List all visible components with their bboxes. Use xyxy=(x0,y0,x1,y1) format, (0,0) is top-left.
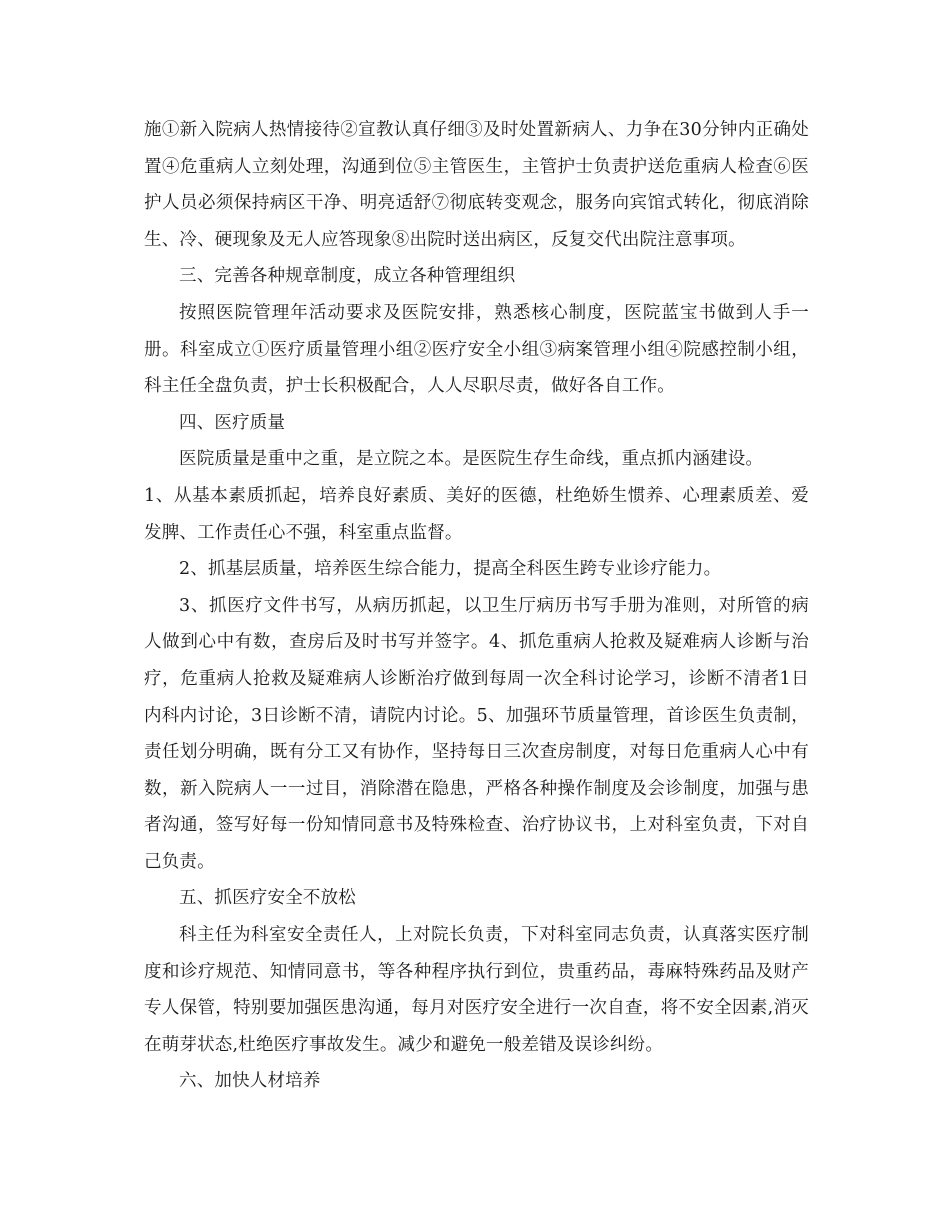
paragraph-5: 医院质量是重中之重，是立院之本。是医院生存生命线，重点抓内涵建设。 xyxy=(179,449,764,470)
section-heading-4: 四、医疗质量 xyxy=(179,412,286,433)
section-heading-6: 六、加快人材培养 xyxy=(179,1071,321,1092)
paragraph-7: 2、抓基层质量，培养医生综合能力，提高全科医生跨专业诊疗能力。 xyxy=(179,559,722,580)
paragraph-10: 科主任为科室安全责任人，上对院长负责，下对科室同志负责，认真落实医疗制度和诊疗规范、知情同意书，等各种程序执行到位，贵重药品，毒麻特殊药品及财产专人保管，特别要加强医患沟通，每月对医疗安全进行一次自查，将不安全因素,消灭在萌芽状态,杜绝医疗事故发生。减少和避免一般差错及误诊纠纷。 xyxy=(144,925,809,1055)
paragraph-8: 3、抓医疗文件书写，从病历抓起，以卫生厅病历书写手册为准则，对所管的病人做到心中有数，查房后及时书写并签字。4、抓危重病人抢救及疑难病人诊断与治疗，危重病人抢救及疑难病人诊断治疗做到每周一次全科讨论学习，诊断不清者1日内科内讨论，3日诊断不清，请院内讨论。5、加强环节质量管理，首诊医生负责制，责任划分明确，既有分工又有协作，坚持每日三次查房制度，对每日危重病人心中有数，新入院病人一一过目，消除潜在隐患，严格各种操作制度及会诊制度，加强与患者沟通，签写好每一份知情同意书及特殊检查、治疗协议书，上对科室负责，下对自己负责。 xyxy=(144,595,809,872)
section-heading-3: 三、完善各种规章制度，成立各种管理组织 xyxy=(179,266,516,287)
paragraph-3: 按照医院管理年活动要求及医院安排，熟悉核心制度，医院蓝宝书做到人手一册。科室成立①医疗质量管理小组②医疗安全小组③病案管理小组④院感控制小组，科主任全盘负责，护士长积极配合，人人尽职尽责，做好各自工作。 xyxy=(144,302,809,397)
paragraph-1: 施①新入院病人热情接待②宣教认真仔细③及时处置新病人、力争在30分钟内正确处置④危重病人立刻处理，沟通到位⑤主管医生，主管护士负责护送危重病人检查⑥医护人员必须保持病区干净、明亮适舒⑦彻底转变观念，服务向宾馆式转化，彻底消除生、冷、硬现象及无人应答现象⑧出院时送出病区，反复交代出院注意事项。 xyxy=(144,120,809,250)
paragraph-6: 1、从基本素质抓起，培养良好素质、美好的医德，杜绝娇生惯养、心理素质差、爱发脾、工作责任心不强，科室重点监督。 xyxy=(144,485,809,543)
section-heading-5: 五、抓医疗安全不放松 xyxy=(179,888,356,909)
document-page xyxy=(144,112,809,1100)
